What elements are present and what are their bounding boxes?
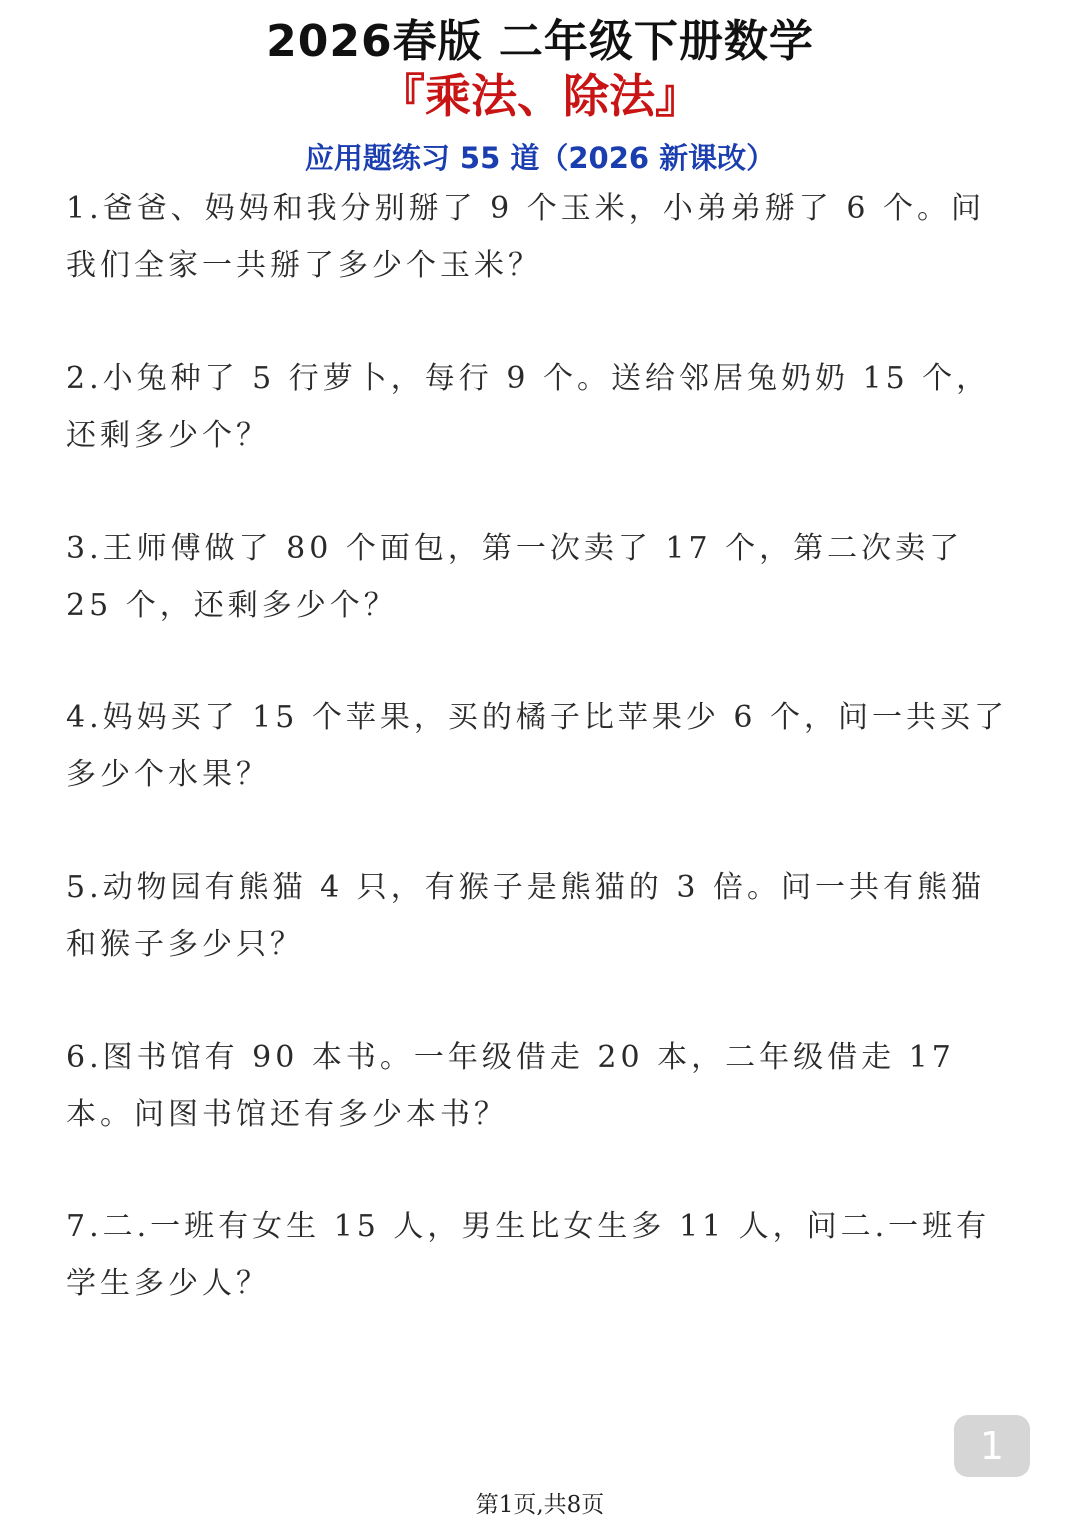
problem-item: 5.动物园有熊猫 4 只，有猴子是熊猫的 3 倍。问一共有熊猫和猴子多少只？: [66, 870, 985, 962]
problem-item: 4.妈妈买了 15 个苹果，买的橘子比苹果少 6 个，问一共买了多少个水果？: [66, 700, 1009, 792]
section-label: 应用题练习 55 道（2026 新课改）: [304, 141, 776, 175]
problem-item: 6.图书馆有 90 本书。一年级借走 20 本，二年级借走 17 本。问图书馆还有多少本书？: [66, 1040, 955, 1132]
problem-item: 7.二.一班有女生 15 人，男生比女生多 11 人，问二.一班有学生多少人？: [66, 1209, 991, 1301]
page-number-badge: 1: [954, 1415, 1030, 1477]
problem-item: 2.小兔种了 5 行萝卜，每行 9 个。送给邻居兔奶奶 15 个，还剩多少个？: [66, 361, 991, 453]
document-title: 2026春版 二年级下册数学: [266, 16, 814, 67]
problem-item: 1.爸爸、妈妈和我分别掰了 9 个玉米，小弟弟掰了 6 个。问我们全家一共掰了多少个玉米？: [66, 191, 985, 283]
problem-item: 3.王师傅做了 80 个面包，第一次卖了 17 个，第二次卖了 25 个，还剩多少个？: [66, 531, 964, 623]
document-subtitle: 『乘法、除法』: [379, 69, 701, 123]
document-header: [0, 14, 1080, 178]
page-footer: 第1页,共8页: [475, 1492, 605, 1518]
